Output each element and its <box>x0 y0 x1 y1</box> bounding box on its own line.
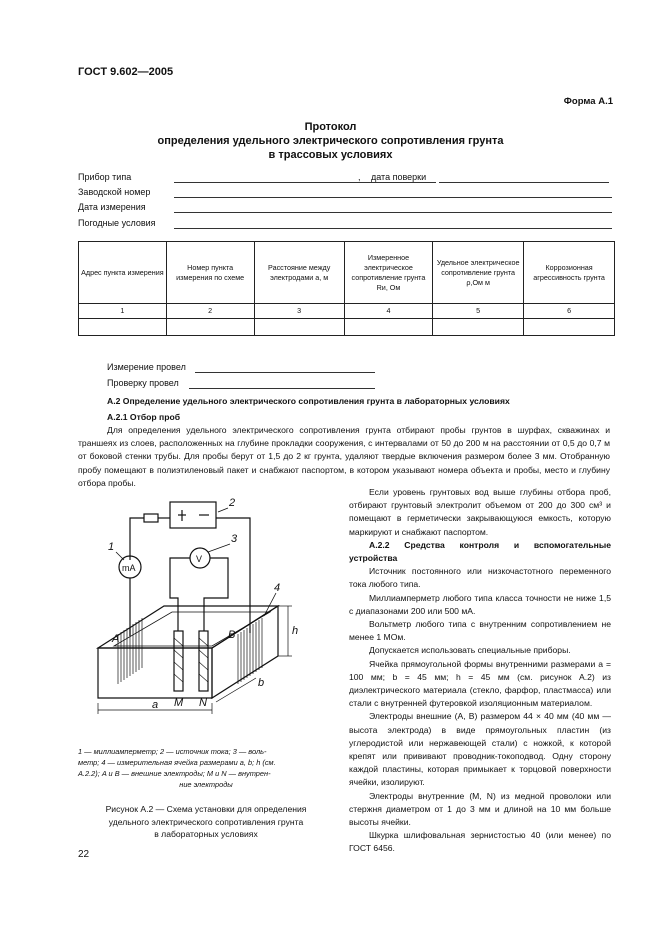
table-header-cell: Измеренное электрическое сопротивление грунта Rи, Ом <box>344 242 432 304</box>
field-label-calibration: дата поверки <box>371 172 427 182</box>
label-v: V <box>196 554 203 564</box>
field-device-type <box>78 172 618 184</box>
cell-inner <box>114 612 270 646</box>
label-4: 4 <box>274 582 281 594</box>
protocol-title <box>0 120 661 162</box>
figure-schematic <box>78 488 308 740</box>
checked-by-line <box>107 378 407 390</box>
field-blank <box>439 172 609 183</box>
table-number-cell: 1 <box>79 304 167 319</box>
label-1: 1 <box>108 541 115 553</box>
table-header-row <box>79 242 615 304</box>
table-empty-cell <box>166 319 254 336</box>
paragraph-item: Допускается использовать специальные приборы. <box>369 645 571 656</box>
protocol-title-line: Протокол <box>304 121 357 133</box>
subsection-heading: А.2.2 Средства контроля и вспомогательные устройства <box>349 539 611 564</box>
field-weather <box>78 218 618 230</box>
legend-line: А.2.2); A и B — внешние электроды; M и N — внутрен- <box>78 769 271 778</box>
field-blank <box>174 218 612 229</box>
label-electrode-a: A <box>112 633 120 645</box>
label-electrode-m: M <box>174 697 184 709</box>
caption-line: Рисунок А.2 — Схема установки для определения <box>105 804 307 814</box>
table-empty-cell <box>254 319 344 336</box>
table-empty-cell <box>433 319 524 336</box>
current-source-box <box>170 502 216 528</box>
table-number-cell: 4 <box>344 304 432 319</box>
dimension-b <box>216 678 256 702</box>
electrode-a <box>118 618 142 684</box>
table-header-cell: Адрес пункта измерения <box>79 242 167 304</box>
form-label: Форма А.1 <box>563 96 613 107</box>
legend-line: ние электроды <box>179 780 233 789</box>
paragraph-item: Источник постоянного или низкочастотного переменного тока любого типа. <box>349 566 611 590</box>
field-label: Дата измерения <box>78 202 146 212</box>
signature-blank <box>189 378 375 389</box>
table-number-cell: 6 <box>524 304 615 319</box>
label-electrode-n: N <box>199 697 207 709</box>
field-label: Заводской номер <box>78 187 151 197</box>
checked-by-label: Проверку провел <box>107 378 179 388</box>
paragraph-item: Вольтметр любого типа с внутренним сопротивлением не менее 1 МОм. <box>349 619 611 643</box>
figure-caption <box>78 803 334 841</box>
document-header: ГОСТ 9.602—2005 <box>78 66 174 78</box>
signature-blank <box>195 362 375 373</box>
field-measurement-date <box>78 202 618 214</box>
measured-by-line <box>107 362 407 374</box>
label-dim-b: b <box>258 677 265 689</box>
table-empty-row <box>79 319 615 336</box>
paragraph-item: Шкурка шлифовальная зернистостью 40 (или менее) по ГОСТ 6456. <box>349 830 611 854</box>
table-number-row <box>79 304 615 319</box>
legend-line: 1 — миллиамперметр; 2 — источник тока; 3 — воль- <box>78 747 267 756</box>
section-heading: А.2 Определение удельного электрического сопротивления грунта в лабораторных условиях <box>107 396 510 406</box>
protocol-title-line: определения удельного электрического сопротивления грунта <box>157 135 504 147</box>
measured-by-label: Измерение провел <box>107 362 186 372</box>
paragraph-item: Ячейка прямоугольной формы внутренними размерами a = 100 мм; b = 45 мм; h = 45 мм (см. рисунок А.2) из диэлектрического материала (стекло, фарфор, пластмасса) или стали с внутренней футеровкой изоляционным материалом. <box>349 658 611 709</box>
field-separator: , <box>358 172 361 182</box>
protocol-title-line: в трассовых условиях <box>268 149 393 161</box>
wire <box>204 558 228 631</box>
wire <box>130 518 144 560</box>
subsection-heading: А.2.1 Отбор проб <box>107 412 181 422</box>
field-label: Погодные условия <box>78 218 156 228</box>
figure-legend <box>78 746 334 790</box>
table-number-cell: 5 <box>433 304 524 319</box>
paragraph-groundwater: Если уровень грунтовых вод выше глубины отбора проб, отбирают грунтовый электролит объемом от 200 до 300 см³ и помещают в герметически закрывающуюся емкость, которую маркируют и снабжают паспортом. <box>349 487 611 537</box>
label-ma: mA <box>122 563 136 573</box>
paragraph-item: Электроды внешние (A, B) размером 44 × 40 мм (40 мм — высота электрода) в виде прямоугольных пластин (из углеродистой или нержавеющей стали) с ножкой, к которой крепят или прививают проводник-токоподвод. Одну сторону каждой пластины, которая примыкает к торцовой поверхности ячейки, изолируют. <box>349 711 611 788</box>
table-number-cell: 3 <box>254 304 344 319</box>
paragraph-item: Электроды внутренние (M, N) из медной проволоки или стержня диаметром от 1 до 3 мм и длиной на 10 мм больше высоты ячейки. <box>349 790 611 828</box>
cell-front <box>98 648 212 698</box>
table-header-cell: Удельное электрическое сопротивление грунта ρ,Ом м <box>433 242 524 304</box>
table-empty-cell <box>344 319 432 336</box>
wire <box>170 558 190 631</box>
electrode-n <box>199 631 208 691</box>
label-dim-a: a <box>152 699 159 711</box>
resistor <box>144 514 158 522</box>
protocol-table <box>78 241 615 336</box>
table-empty-cell <box>524 319 615 336</box>
page-number: 22 <box>78 849 90 860</box>
right-column <box>349 486 611 856</box>
table-number-cell: 2 <box>166 304 254 319</box>
caption-line: в лабораторных условиях <box>154 829 258 839</box>
field-blank <box>174 187 612 198</box>
field-serial-number <box>78 187 618 199</box>
label-dim-h: h <box>292 625 299 637</box>
field-label: Прибор типа <box>78 172 132 182</box>
electrode-b <box>238 618 262 684</box>
field-blank <box>174 202 612 213</box>
label-3: 3 <box>231 533 238 545</box>
paragraph-item: Миллиамперметр любого типа класса точности не ниже 1,5 с диапазонами 200 или 500 мА. <box>349 592 611 616</box>
label-2: 2 <box>229 497 236 509</box>
electrode-m <box>174 631 183 691</box>
table-header-cell: Расстояние между электродами a, м <box>254 242 344 304</box>
table-header-cell: Номер пункта измерения по схеме <box>166 242 254 304</box>
table-header-cell: Коррозионная агрессивность грунта <box>524 242 615 304</box>
paragraph-sampling: Для определения удельного электрического сопротивления грунта отбирают пробы грунтов в шурфах, скважинах и траншеях из слоев, расположенных на глубине прокладки сооружения, с интервалами от 50 до 200 м на расстоянии от 0,5 до 0,7 м от боковой стенки трубы. Для пробы берут от 1,5 до 2 кг грунта, удаляют твердые включения размером более 3 мм. Отобранную пробу помещают в полиэтиленовый пакет и снабжают паспортом, в котором указывают номера объекта и пробы, место и глубину отбора пробы. <box>78 425 610 488</box>
label-electrode-b: B <box>228 629 236 641</box>
table-empty-cell <box>79 319 167 336</box>
legend-line: метр; 4 — измерительная ячейка размерами a, b; h (см. <box>78 758 276 767</box>
caption-line: удельного электрического сопротивления грунта <box>108 816 304 827</box>
